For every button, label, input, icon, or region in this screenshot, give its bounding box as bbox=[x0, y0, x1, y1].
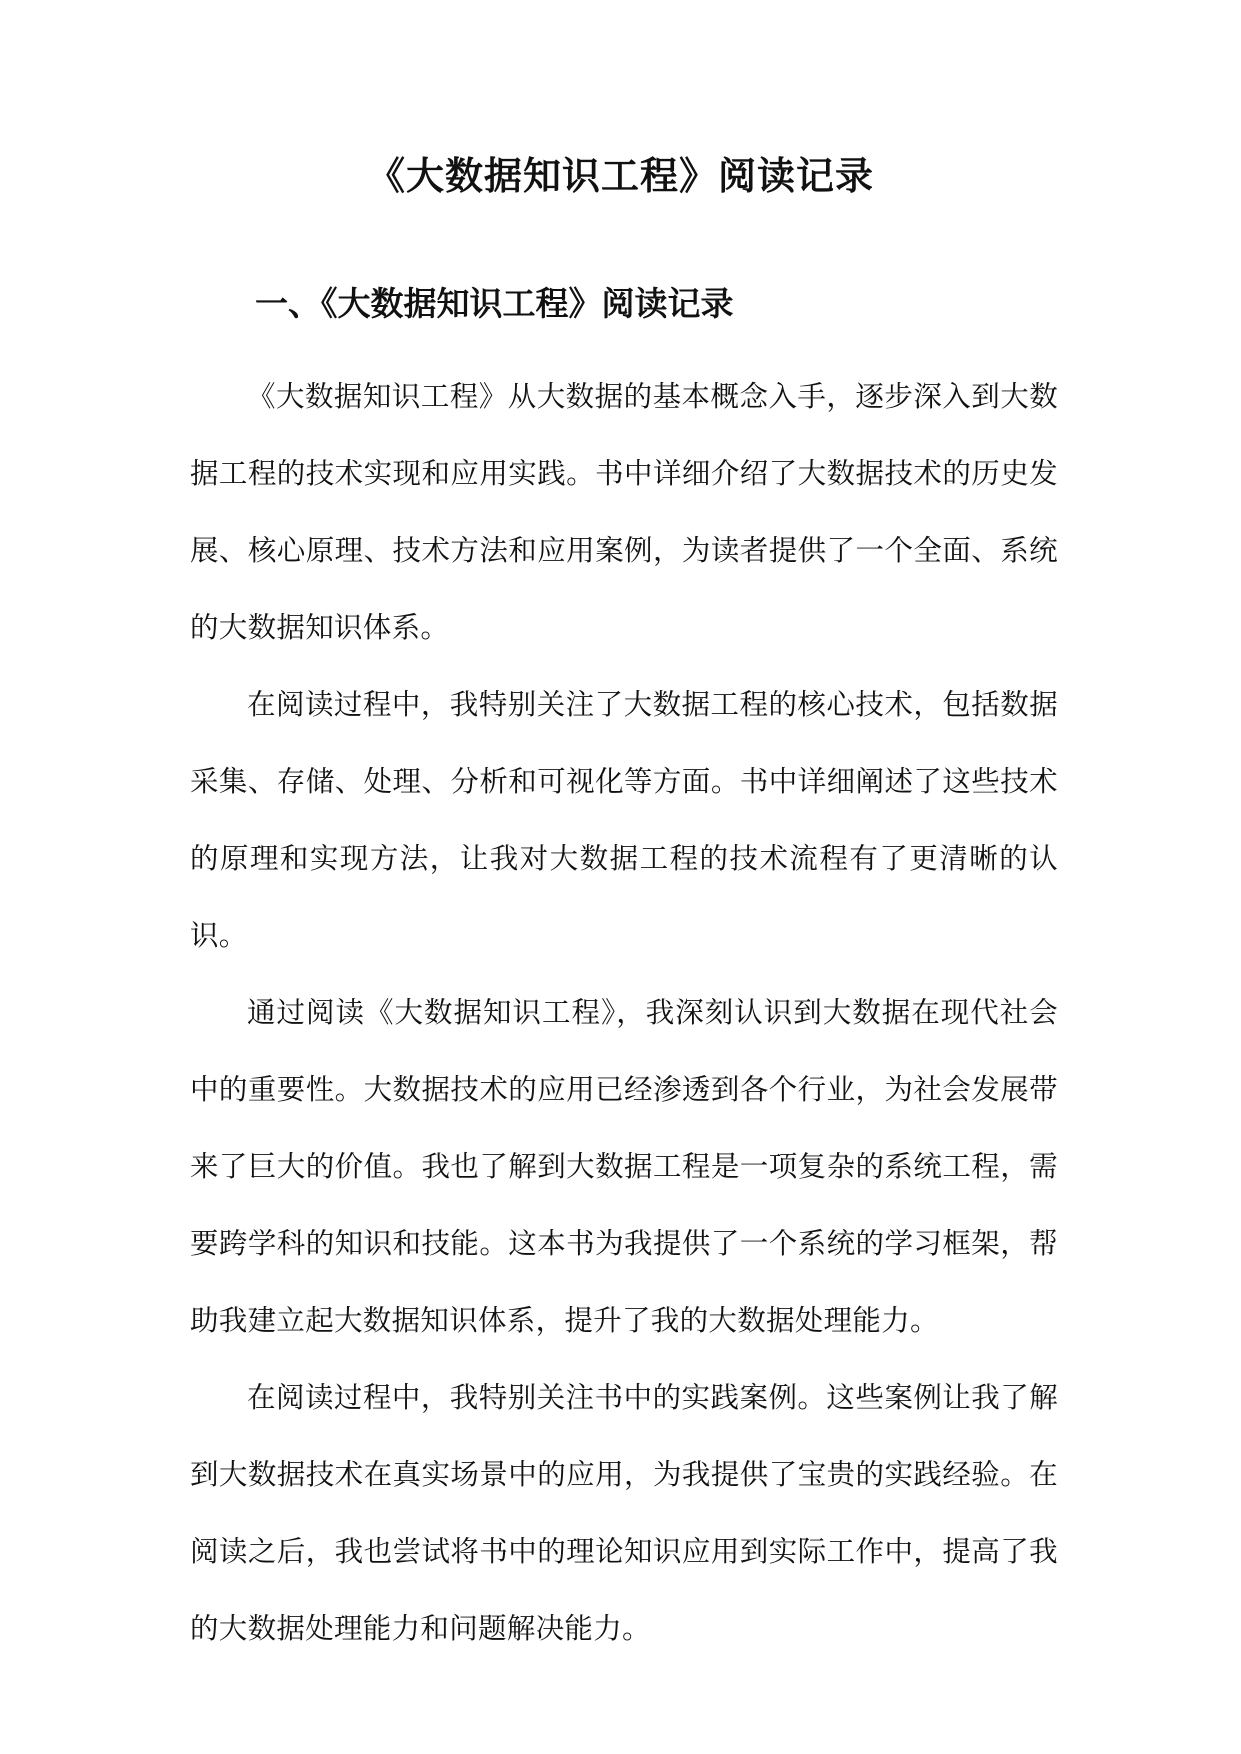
paragraph-4: 在阅读过程中，我特别关注书中的实践案例。这些案例让我了解到大数据技术在真实场景中的应用，为我提供了宝贵的实践经验。在阅读之后，我也尝试将书中的理论知识应用到实际工作中，提高了我的大数据处理能力和问题解决能力。 bbox=[190, 1381, 1058, 1645]
paragraph-3: 通过阅读《大数据知识工程》，我深刻认识到大数据在现代社会中的重要性。大数据技术的应用已经渗透到各个行业，为社会发展带来了巨大的价值。我也了解到大数据工程是一项复杂的系统工程，需要跨学科的知识和技能。这本书为我提供了一个系统的学习框架，帮助我建立起大数据知识体系，提升了我的大数据处理能力。 bbox=[190, 996, 1058, 1337]
section-heading: 一、《大数据知识工程》阅读记录 bbox=[255, 284, 734, 323]
document-title: 《大数据知识工程》阅读记录 bbox=[366, 153, 874, 198]
paragraph-2: 在阅读过程中，我特别关注了大数据工程的核心技术，包括数据采集、存储、处理、分析和可视化等方面。书中详细阐述了这些技术的原理和实现方法，让我对大数据工程的技术流程有了更清晰的认识。 bbox=[190, 688, 1058, 952]
paragraph-1: 《大数据知识工程》从大数据的基本概念入手，逐步深入到大数据工程的技术实现和应用实践。书中详细介绍了大数据技术的历史发展、核心原理、技术方法和应用案例，为读者提供了一个全面、系统的大数据知识体系。 bbox=[190, 380, 1058, 644]
body-text bbox=[190, 358, 1058, 1667]
